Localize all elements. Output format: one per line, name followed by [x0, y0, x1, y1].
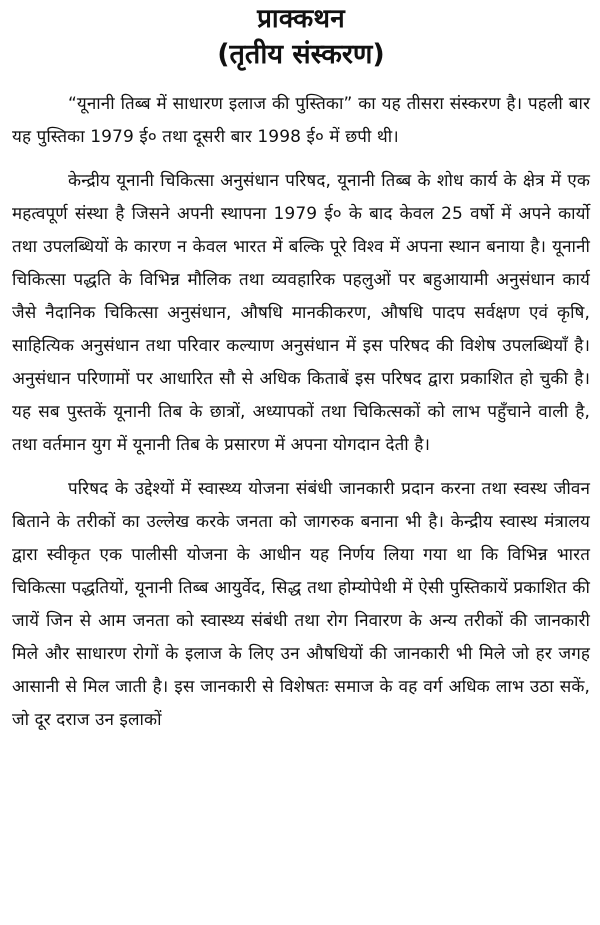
page-title: प्राक्कथन	[257, 4, 345, 34]
paragraph-edition-info: “यूनानी तिब्ब में साधारण इलाज की पुस्तिका” का यह तीसरा संस्करण है। पहली बार यह पुस्तिका 1979 ई० तथा दूसरी बार 1998 ई० में छपी थी।	[12, 94, 590, 147]
paragraph-council-achievements: केन्द्रीय यूनानी चिकित्सा अनुसंधान परिषद, यूनानी तिब्ब के शोध कार्य के क्षेत्र में एक महत्वपूर्ण संस्था है जिसने अपनी स्थापना 1979 ई० के बाद केवल 25 वर्षो में अपने कार्यो तथा उपलब्धियों के कारण न केवल भारत में बल्कि पूरे विश्व में अपना स्थान बनाया है। यूनानी चिकित्सा पद्धति के विभिन्न मौलिक तथा व्यवहारिक पहलुओं पर बहुआयामी अनुसंधान कार्य जैसे नैदानिक चिकित्सा अनुसंधान, औषधि मानकीकरण, औषधि पादप सर्वक्षण एवं कृषि, साहित्यिक अनुसंधान तथा परिवार कल्याण अनुसंधान में इस परिषद की विशेष उपलब्धियाँ है। अनुसंधान परिणामों पर आधारित सौ से अधिक किताबें इस परिषद द्वारा प्रकाशित हो चुकी है। यह सब पुस्तकें यूनानी तिब के छात्रों, अध्यापकों तथा चिकित्सकों को लाभ पहुँचाने वाली है, तथा वर्तमान युग में यूनानी तिब के प्रसारण में अपना योगदान देती है।	[12, 171, 590, 455]
edition-subtitle: (तृतीय संस्करण)	[217, 39, 385, 70]
paragraph-council-objectives: परिषद के उद्देश्यों में स्वास्थ्य योजना संबंधी जानकारी प्रदान करना तथा स्वस्थ जीवन बिताने के तरीकों का उल्लेख करके जनता को जागरुक बनाना भी है। केन्द्रीय स्वास्थ मंत्रालय द्वारा स्वीकृत एक पालीसी योजना के आधीन यह निर्णय लिया गया था कि विभिन्न भारत चिकित्सा पद्धतियों, यूनानी तिब्ब आयुर्वेद, सिद्ध तथा होम्योपेथी में ऐसी पुस्तिकायें प्रकाशित की जायें जिन से आम जनता को स्वास्थ्य संबंधी तथा रोग निवारण के अन्य तरीकों की जानकारी मिले और साधारण रोगों के इलाज के लिए उन औषधियों की जानकारी भी मिले जो हर जगह आसानी से मिल जाती है। इस जानकारी से विशेषतः समाज के वह वर्ग अधिक लाभ उठा सकें, जो दूर दराज उन इलाकों	[12, 479, 590, 730]
